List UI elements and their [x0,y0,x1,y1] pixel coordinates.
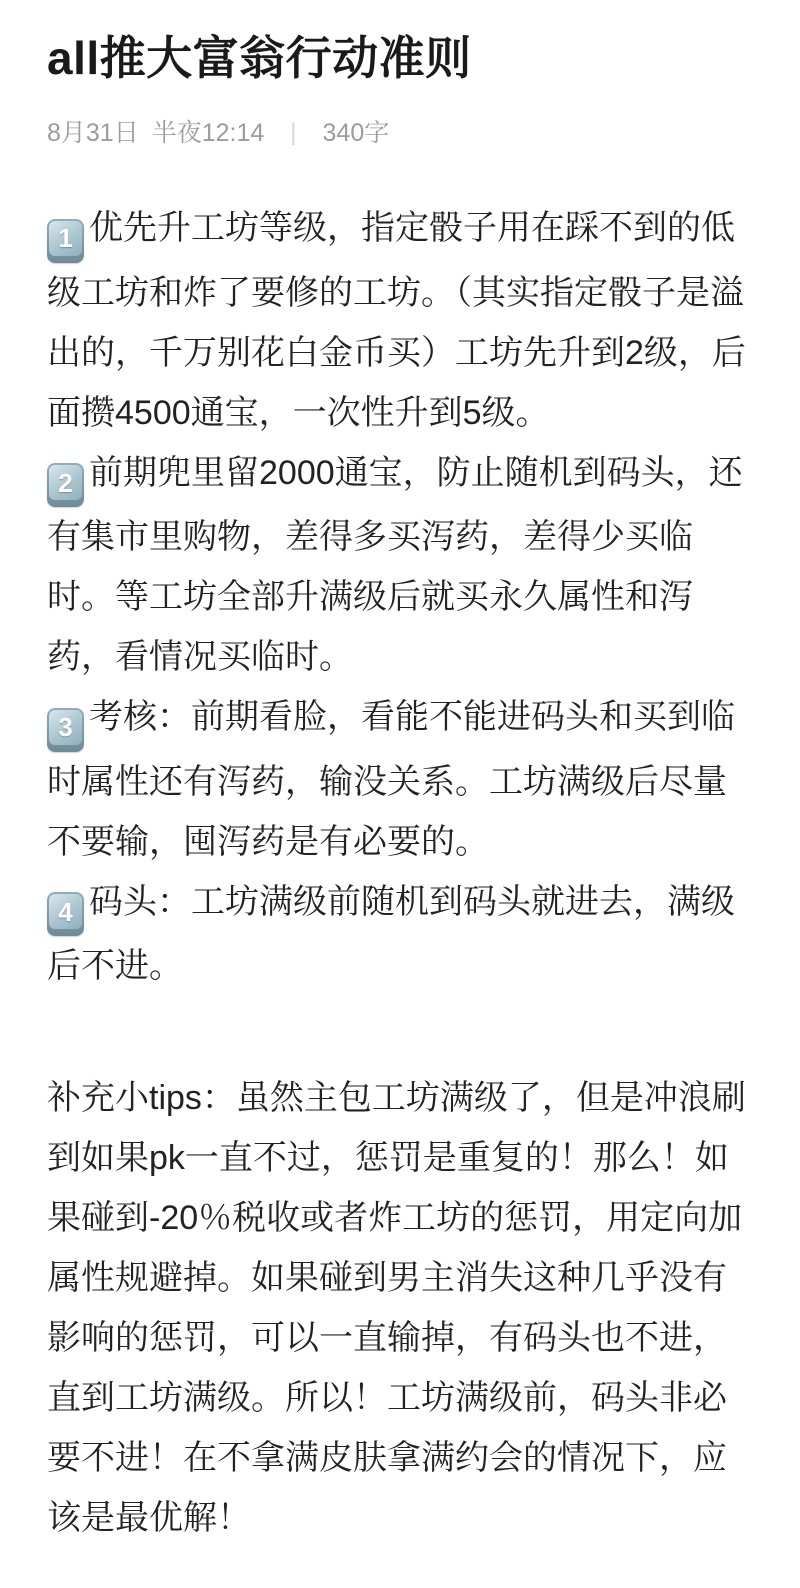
note-meta [47,118,753,148]
note-word-count: 340字 [322,119,390,147]
note-paragraph-3 [47,687,753,872]
note-paragraph-4 [47,872,753,997]
paragraph-1-text: 优先升工坊等级，指定骰子用在踩不到的低级工坊和炸了要修的工坊。（其实指定骰子是溢出的，千万别花白金币买）工坊先升到2级，后面攒4500通宝，一次性升到5级。 [47,209,746,432]
note-date: 8月31日 [47,119,139,147]
keycap-1-icon [47,219,84,263]
paragraph-3-text: 考核：前期看脸，看能不能进码头和买到临时属性还有泻药，输没关系。工坊满级后尽量不要输，囤泻药是有必要的。 [47,698,735,861]
keycap-2-digit: 2 [58,467,73,498]
note-time: 半夜12:14 [151,119,265,147]
meta-separator: | [290,119,297,146]
note-title: all推大富翁行动准则 [47,32,472,84]
paragraph-4-text: 码头：工坊满级前随机到码头就进去，满级后不进。 [47,882,735,985]
keycap-3-digit: 3 [58,712,73,742]
keycap-1-digit: 1 [58,223,73,253]
paragraph-2-text: 前期兜里留2000通宝，防止随机到码头，还有集市里购物，差得多买泻药，差得少买临时。等工坊全部升满级后就买永久属性和泻药，看情况买临时。 [47,453,743,676]
note-paragraph-2 [47,443,753,688]
note-paragraph-1 [47,198,753,443]
note-tips-paragraph [47,1068,753,1548]
keycap-4-icon [47,892,84,936]
keycap-2-icon [47,463,84,507]
tips-text: 补充小tips：虽然主包工坊满级了，但是冲浪刷到如果pk一直不过，惩罚是重复的！那么！如果碰到-20％税收或者炸工坊的惩罚，用定向加属性规避掉。如果碰到男主消失这种几乎没有影响的惩罚，可以一直输掉，有码头也不进，直到工坊满级。所以！工坊满级前，码头非必要不进！在不拿满皮肤拿满约会的情况下，应该是最优解！ [47,1079,746,1537]
keycap-3-icon [47,708,84,752]
note-body[interactable] [47,198,753,1548]
keycap-4-digit: 4 [58,896,73,927]
